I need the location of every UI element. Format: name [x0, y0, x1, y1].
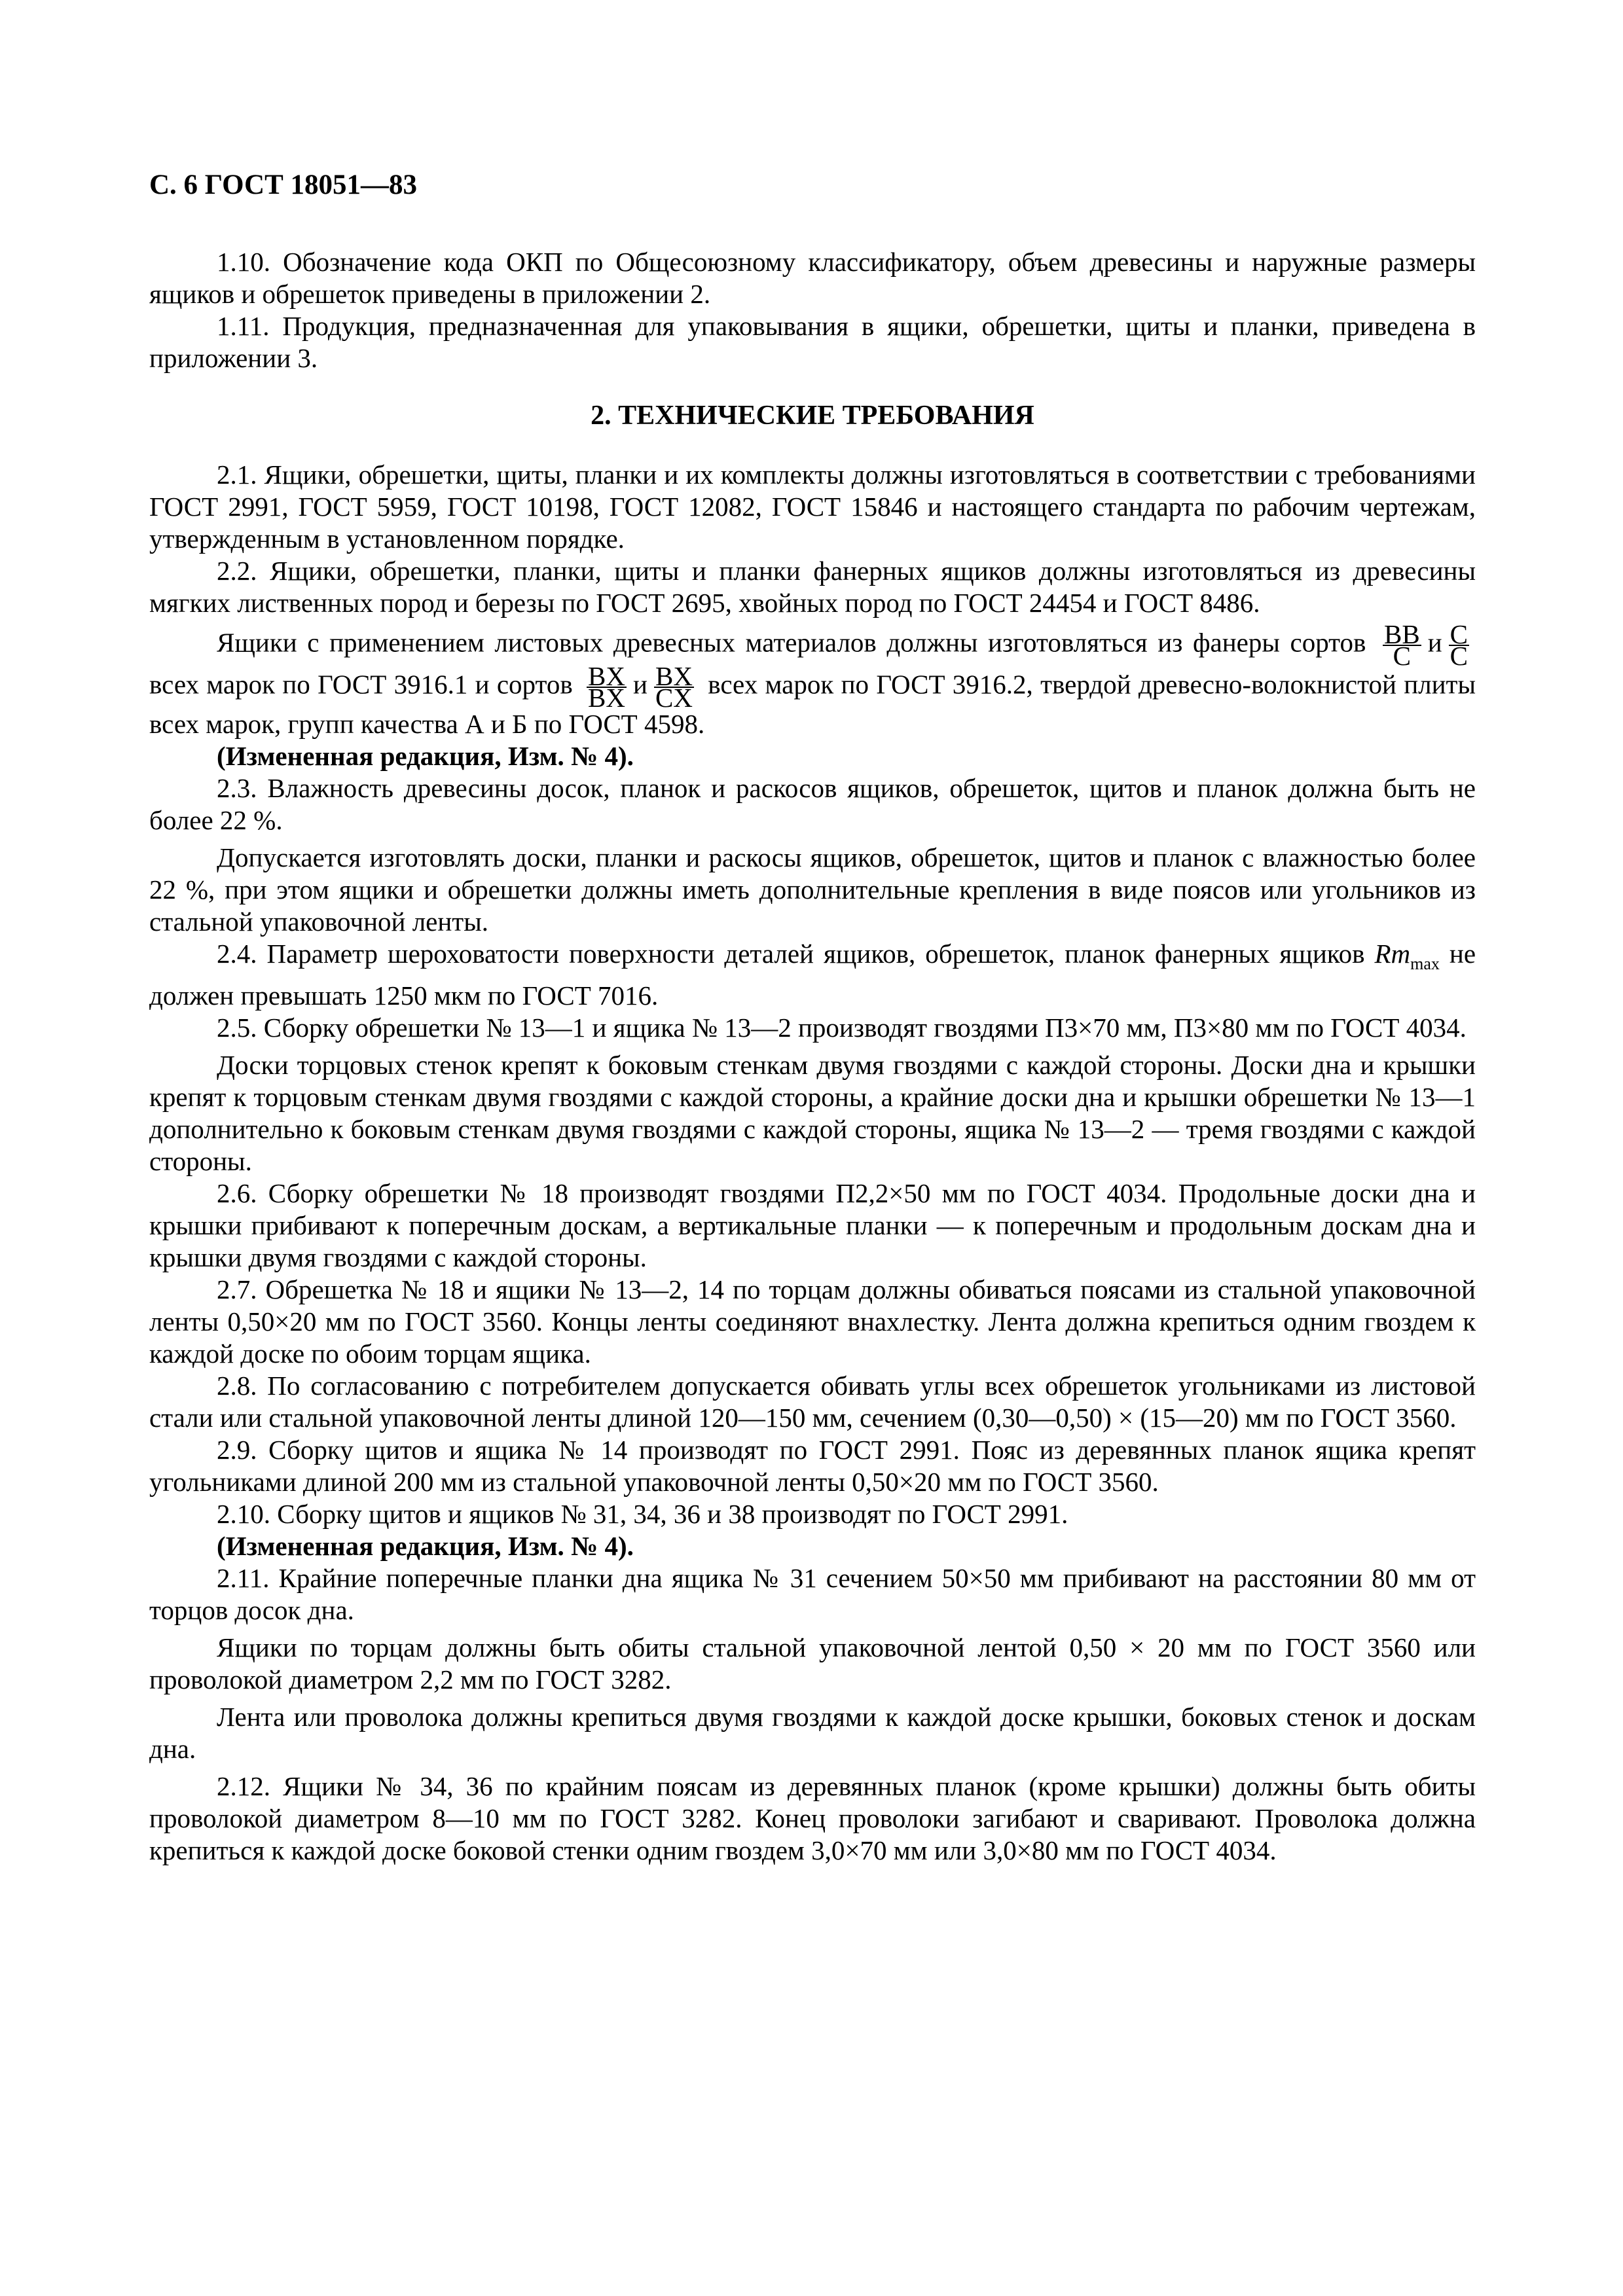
paragraph-2-9: 2.9. Сборку щитов и ящика № 14 производят по ГОСТ 2991. Пояс из деревянных планок ящика крепят угольниками длиной 200 мм из стальной упаковочной ленты 0,50×20 мм по ГОСТ 3560.	[149, 1435, 1476, 1497]
paragraph-2-11-fastening: Лента или проволока должны крепиться двумя гвоздями к каждой доске крышки, боковых стенок и доскам дна.	[149, 1702, 1476, 1764]
paragraph-2-3-allowance: Допускается изготовлять доски, планки и раскосы ящиков, обрешеток, щитов и планок с влажностью более 22 %, при этом ящики и обрешетки должны иметь дополнительные крепления в виде поясов или угольников из стальной упаковочной ленты.	[149, 842, 1476, 937]
roughness-subscript: max	[1410, 954, 1440, 973]
fraction-denominator: BX	[588, 683, 626, 713]
amendment-note: (Измененная редакция, Изм. № 4).	[217, 1531, 634, 1561]
roughness-symbol: Rm	[1374, 939, 1411, 969]
sheet-intro: Ящики с применением листовых древесных материалов должны изготовляться из фанеры сортов	[217, 627, 1366, 658]
page-header: С. 6 ГОСТ 18051—83	[149, 170, 418, 200]
paragraph-1-11: 1.11. Продукция, предназначенная для упаковывания в ящики, обрешетки, щиты и планки, приведена в приложении 3.	[149, 311, 1476, 373]
fraction-grade-3	[587, 661, 627, 713]
paragraph-2-2-sheet-materials	[149, 619, 1476, 740]
fraction-grade-1	[1383, 619, 1421, 671]
fraction-numerator: C	[1450, 619, 1468, 649]
conjunction: и	[1427, 627, 1442, 658]
paragraph-2-4	[149, 938, 1476, 1012]
paragraph-2-1: 2.1. Ящики, обрешетки, щиты, планки и их комплекты должны изготовляться в соответствии с требованиями ГОСТ 2991, ГОСТ 5959, ГОСТ 10198, ГОСТ 12082, ГОСТ 15846 и настоящего стандарта по рабочим чертежам, утвержденным в установленном порядке.	[149, 459, 1476, 554]
fraction-numerator: BB	[1383, 619, 1420, 649]
paragraph-2-5: 2.5. Сборку обрешетки № 13—1 и ящика № 13—2 производят гвоздями П3×70 мм, П3×80 мм по ГОСТ 4034.	[217, 1013, 1467, 1043]
roughness-limit: не должен превышать 1250 мкм по ГОСТ 7016.	[149, 939, 1476, 1011]
paragraph-2-8: 2.8. По согласованию с потребителем допускается обивать углы всех обрешеток угольниками из листовой стали или стальной упаковочной ленты длиной 120—150 мм, сечением (0,30—0,50) × (15—20) мм по ГОСТ 3560.	[149, 1371, 1476, 1433]
section-heading: 2. ТЕХНИЧЕСКИЕ ТРЕБОВАНИЯ	[591, 401, 1034, 431]
paragraph-2-11-banding: Ящики по торцам должны быть обиты стальной упаковочной лентой 0,50 × 20 мм по ГОСТ 3560 или проволокой диаметром 2,2 мм по ГОСТ 3282.	[149, 1632, 1476, 1695]
fraction-grade-2	[1449, 619, 1469, 671]
paragraph-1-10: 1.10. Обозначение кода ОКП по Общесоюзному классификатору, объем древесины и наружные размеры ящиков и обрешеток приведены в приложении 2.	[149, 247, 1476, 309]
amendment-note: (Измененная редакция, Изм. № 4).	[217, 741, 634, 771]
paragraph-2-6: 2.6. Сборку обрешетки № 18 производят гвоздями П2,2×50 мм по ГОСТ 4034. Продольные доски дна и крышки прибивают к поперечным доскам, а вертикальные планки — к поперечным и продольным доскам дна и крышки двумя гвоздями с каждой стороны.	[149, 1178, 1476, 1272]
fraction-denominator: C	[1393, 641, 1412, 671]
sheet-rest: всех марок по ГОСТ 3916.2, твердой древесно-волокнистой плиты всех марок, групп качества А и Б по ГОСТ 4598.	[149, 669, 1476, 739]
fraction-numerator: BX	[588, 661, 626, 691]
document-body	[149, 246, 1476, 1867]
paragraph-2-12: 2.12. Ящики № 34, 36 по крайним поясам из деревянных планок (кроме крышки) должны быть обиты проволокой диаметром 8—10 мм по ГОСТ 3282. Конец проволоки загибают и сваривают. Проволока должна крепиться к каждой доске боковой стенки одним гвоздем 3,0×70 мм или 3,0×80 мм по ГОСТ 4034.	[149, 1771, 1476, 1865]
fraction-grade-4	[654, 661, 694, 713]
fraction-denominator: C	[1450, 641, 1468, 671]
paragraph-2-7: 2.7. Обрешетка № 18 и ящики № 13—2, 14 по торцам должны обиваться поясами из стальной упаковочной ленты 0,50×20 мм по ГОСТ 3560. Концы ленты соединяют внахлестку. Лента должна крепиться одним гвоздем к каждой доске по обоим торцам ящика.	[149, 1274, 1476, 1369]
fraction-numerator: BX	[655, 661, 693, 691]
paragraph-2-11: 2.11. Крайние поперечные планки дна ящика № 31 сечением 50×50 мм прибивают на расстоянии 80 мм от торцов досок дна.	[149, 1563, 1476, 1625]
fraction-denominator: CX	[655, 683, 693, 713]
paragraph-2-2: 2.2. Ящики, обрешетки, планки, щиты и планки фанерных ящиков должны изготовляться из древесины мягких лиственных пород и березы по ГОСТ 2695, хвойных пород по ГОСТ 24454 и ГОСТ 8486.	[149, 556, 1476, 618]
roughness-intro: 2.4. Параметр шероховатости поверхности деталей ящиков, обрешеток, планок фанерных ящиков	[217, 939, 1365, 969]
paragraph-2-3: 2.3. Влажность древесины досок, планок и раскосов ящиков, обрешеток, щитов и планок должна быть не более 22 %.	[149, 773, 1476, 835]
sheet-mid: всех марок по ГОСТ 3916.1 и сортов	[149, 669, 573, 700]
paragraph-2-10: 2.10. Сборку щитов и ящиков № 31, 34, 36 и 38 производят по ГОСТ 2991.	[217, 1499, 1068, 1529]
conjunction: и	[633, 669, 647, 700]
paragraph-2-5-assembly: Доски торцовых стенок крепят к боковым стенкам двумя гвоздями с каждой стороны. Доски дна и крышки крепят к торцовым стенкам двумя гвоздями с каждой стороны, а крайние доски дна и крышки обрешетки № 13—1 дополнительно к боковым стенкам двумя гвоздями с каждой стороны, ящика № 13—2 — тремя гвоздями с каждой стороны.	[149, 1050, 1476, 1176]
